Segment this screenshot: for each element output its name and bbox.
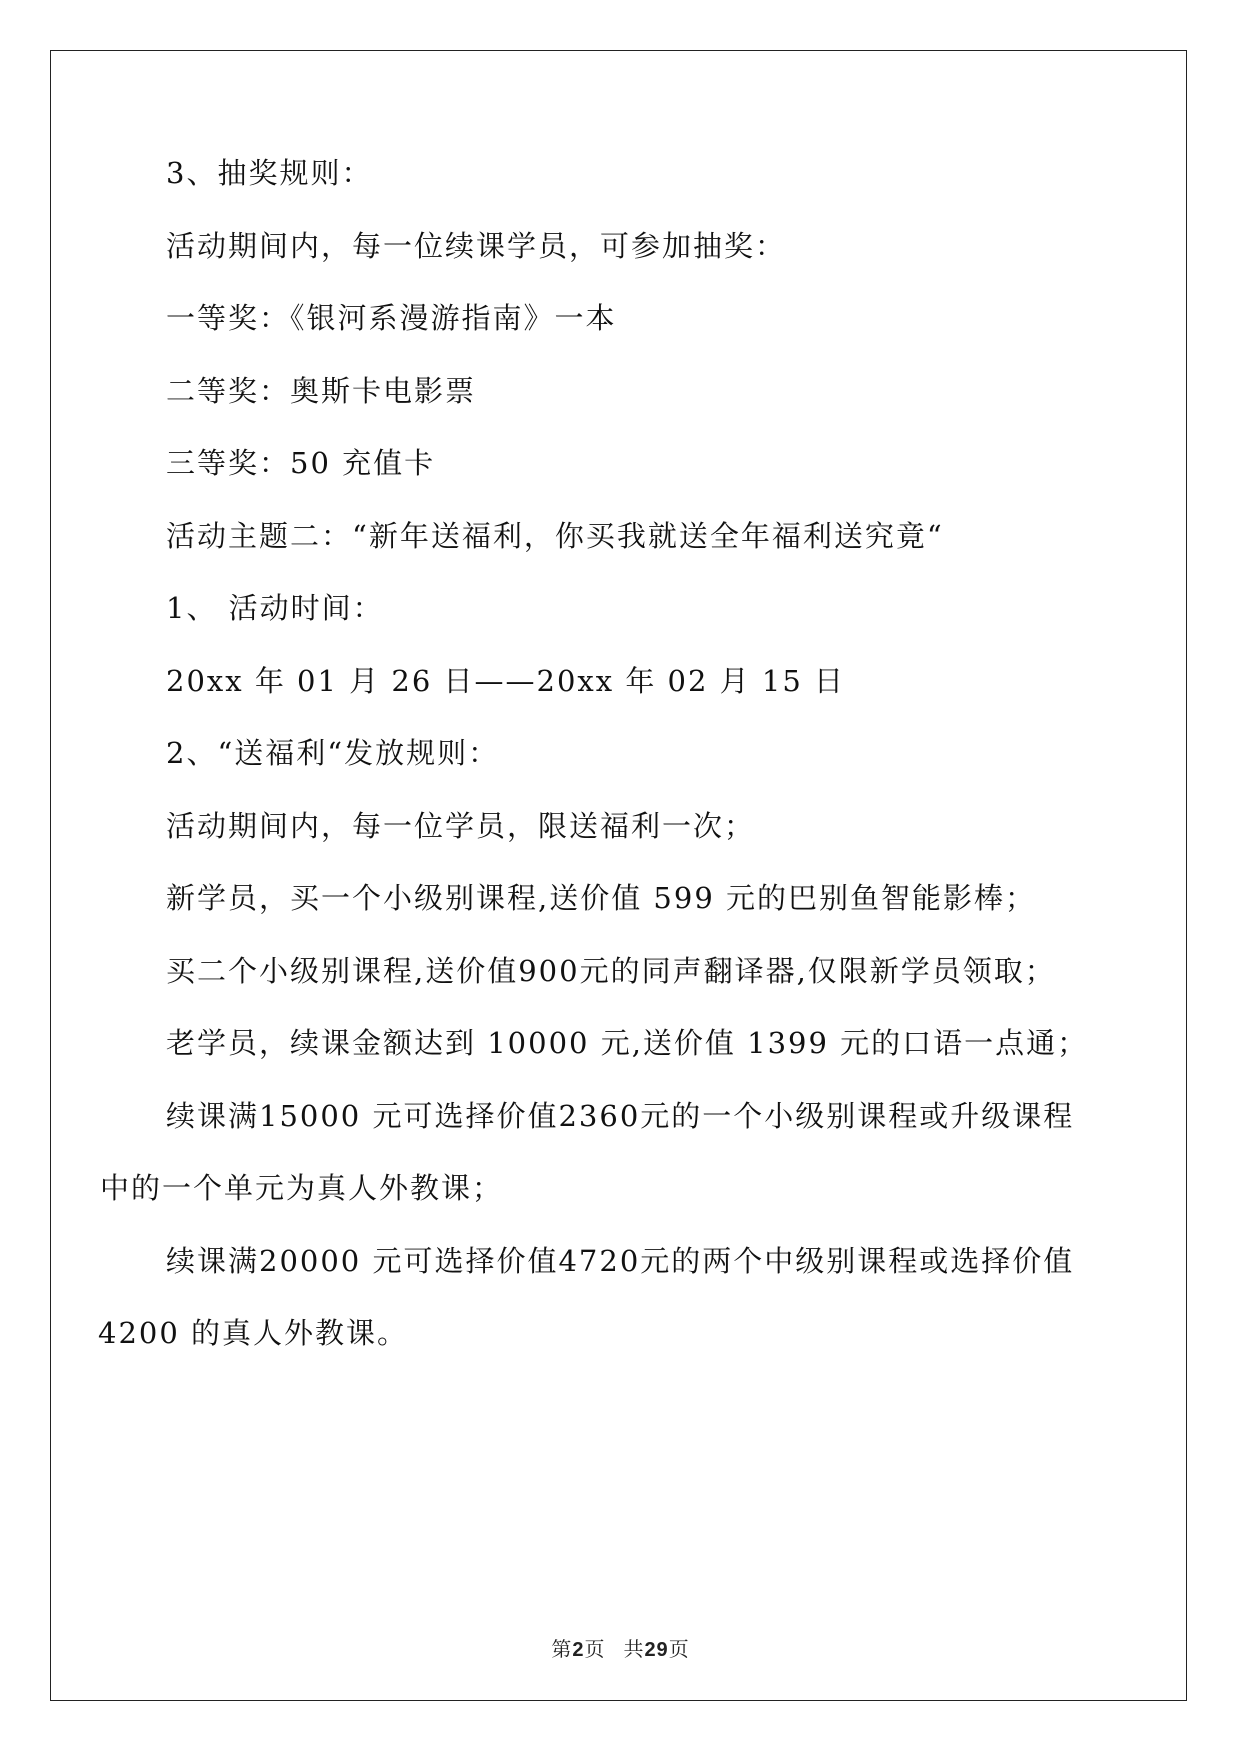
total-pages: 29 [644,1639,669,1661]
total-label-prefix: 共 [623,1637,645,1661]
theme-two-heading: 活动主题二：“新年送福利，你买我就送全年福利送究竟“ [166,519,944,553]
section-heading-lottery-rules: 3、抽奖规则： [166,156,373,190]
paragraph-welfare-limit: 活动期间内，每一位学员，限送福利一次； [166,809,756,843]
total-label-suffix: 页 [668,1637,690,1661]
paragraph-renewal-15000-continued: 中的一个单元为真人外教课； [100,1171,504,1205]
paragraph-renewal-20000: 续课满20000 元可选择价值4720元的两个中级别课程或选择价值 [166,1244,1075,1278]
page-border [50,50,1187,1701]
paragraph-returning-student-10000: 老学员，续课金额达到 10000 元,送价值 1399 元的口语一点通； [166,1026,1089,1060]
page-number: 2 [572,1639,585,1661]
section-heading-welfare-rules: 2、“送福利“发放规则： [166,736,500,770]
activity-date-range: 20xx 年 01 月 26 日——20xx 年 02 月 15 日 [166,664,846,698]
page-label-prefix: 第 [551,1637,573,1661]
paragraph-renewal-15000: 续课满15000 元可选择价值2360元的一个小级别课程或升级课程 [166,1099,1075,1133]
page-label-suffix: 页 [584,1637,606,1661]
paragraph-lottery-eligibility: 活动期间内，每一位续课学员，可参加抽奖： [166,229,787,263]
page-footer [0,1637,1241,1662]
paragraph-renewal-20000-continued: 4200 的真人外教课。 [98,1316,409,1350]
paragraph-new-student-two-courses: 买二个小级别课程,送价值900元的同声翻译器,仅限新学员领取； [166,954,1056,988]
prize-second: 二等奖：奥斯卡电影票 [166,374,477,408]
prize-first: 一等奖：《银河系漫游指南》一本 [166,301,617,335]
prize-third: 三等奖：50 充值卡 [166,446,436,480]
section-heading-activity-time: 1、 活动时间： [166,591,384,625]
paragraph-new-student-one-course: 新学员，买一个小级别课程,送价值 599 元的巴别鱼智能影棒； [166,881,1037,915]
